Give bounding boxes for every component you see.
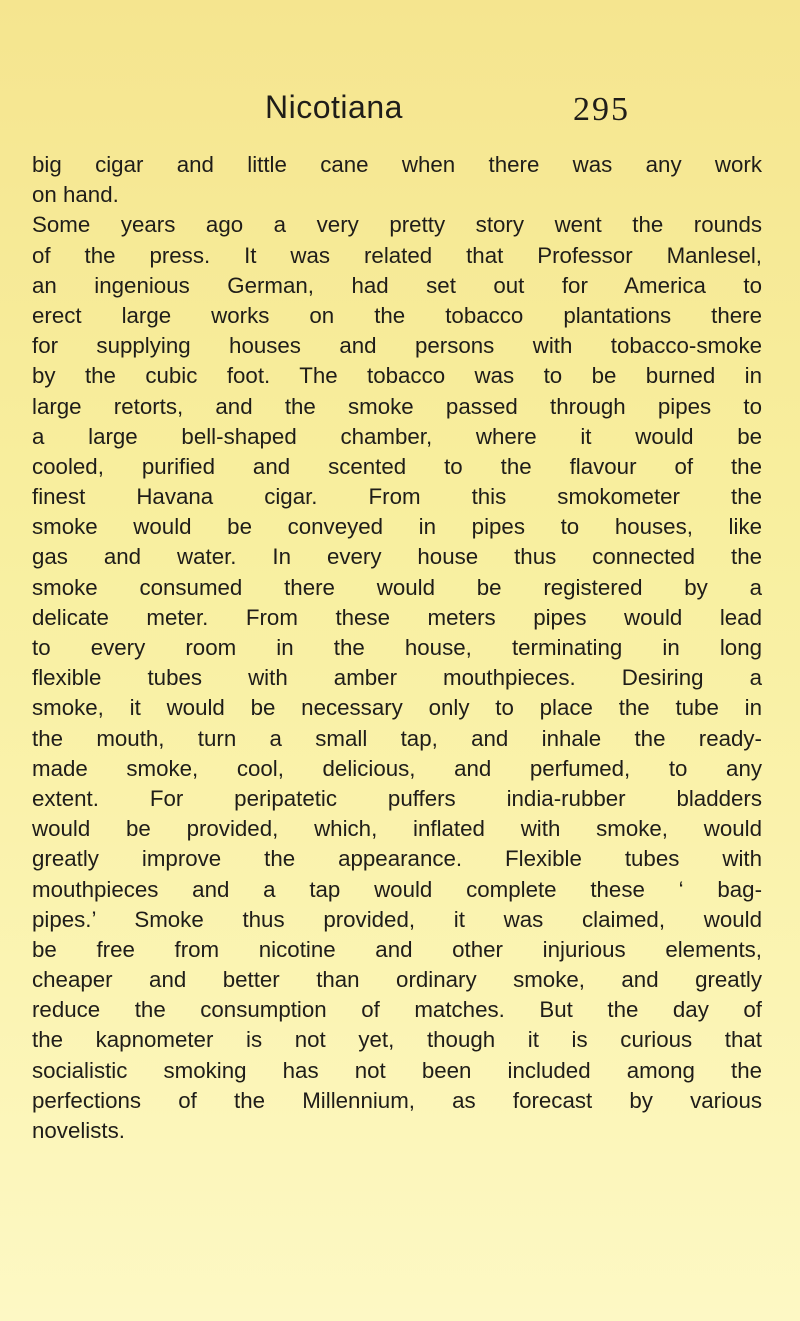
text-line: smoke, it would be necessary only to place the tube in — [32, 695, 762, 721]
text-line: novelists. — [32, 1118, 125, 1143]
text-line: large retorts, and the smoke passed through pipes to — [32, 393, 762, 419]
text-line: Some years ago a very pretty story went the rounds — [32, 212, 762, 238]
text-line: by the cubic foot. The tobacco was to be burned in — [32, 363, 762, 389]
text-line: greatly improve the appearance. Flexible tubes with — [32, 846, 762, 872]
text-line: of the press. It was related that Professor Manlesel, — [32, 242, 762, 268]
text-line: reduce the consumption of matches. But the day of — [32, 997, 762, 1023]
text-line: the kapnometer is not yet, though it is curious that — [32, 1027, 762, 1053]
text-line: to every room in the house, terminating in long — [32, 635, 762, 660]
text-line: extent. For peripatetic puffers india-rubber bladders — [32, 785, 762, 811]
text-line: smoke consumed there would be registered by a — [32, 574, 762, 600]
text-line: smoke would be conveyed in pipes to houses, like — [32, 514, 762, 540]
text-line: erect large works on the tobacco plantations there — [32, 302, 762, 328]
text-line: for supplying houses and persons with tobacco-smoke — [32, 333, 762, 359]
text-line: cheaper and better than ordinary smoke, and greatly — [32, 967, 762, 993]
page-number: 295 — [573, 91, 630, 128]
page-header — [0, 88, 800, 136]
text-line: flexible tubes with amber mouthpieces. Desiring a — [32, 665, 762, 691]
body-text — [32, 150, 762, 1146]
text-line: mouthpieces and a tap would complete these ‘ bag- — [32, 876, 762, 902]
text-line: pipes.’ Smoke thus provided, it was claimed, would — [32, 906, 762, 932]
text-line: delicate meter. From these meters pipes would lead — [32, 604, 762, 630]
text-line: socialistic smoking has not been included among the — [32, 1057, 762, 1083]
text-line: big cigar and little cane when there was any work — [32, 152, 762, 177]
text-line: finest Havana cigar. From this smokometer the — [32, 484, 762, 510]
text-line: perfections of the Millennium, as forecast by various — [32, 1087, 762, 1113]
text-line: the mouth, turn a small tap, and inhale the ready- — [32, 725, 762, 751]
text-line: be free from nicotine and other injurious elements, — [32, 936, 762, 962]
text-line: on hand. — [32, 182, 119, 208]
text-line: would be provided, which, inflated with smoke, would — [32, 816, 762, 842]
text-line: cooled, purified and scented to the flavour of the — [32, 453, 762, 479]
text-line: made smoke, cool, delicious, and perfumed, to any — [32, 755, 762, 781]
text-line: gas and water. In every house thus connected the — [32, 544, 762, 570]
text-line: a large bell-shaped chamber, where it would be — [32, 423, 762, 449]
text-line: an ingenious German, had set out for America to — [32, 272, 762, 298]
running-title: Nicotiana — [265, 89, 403, 125]
